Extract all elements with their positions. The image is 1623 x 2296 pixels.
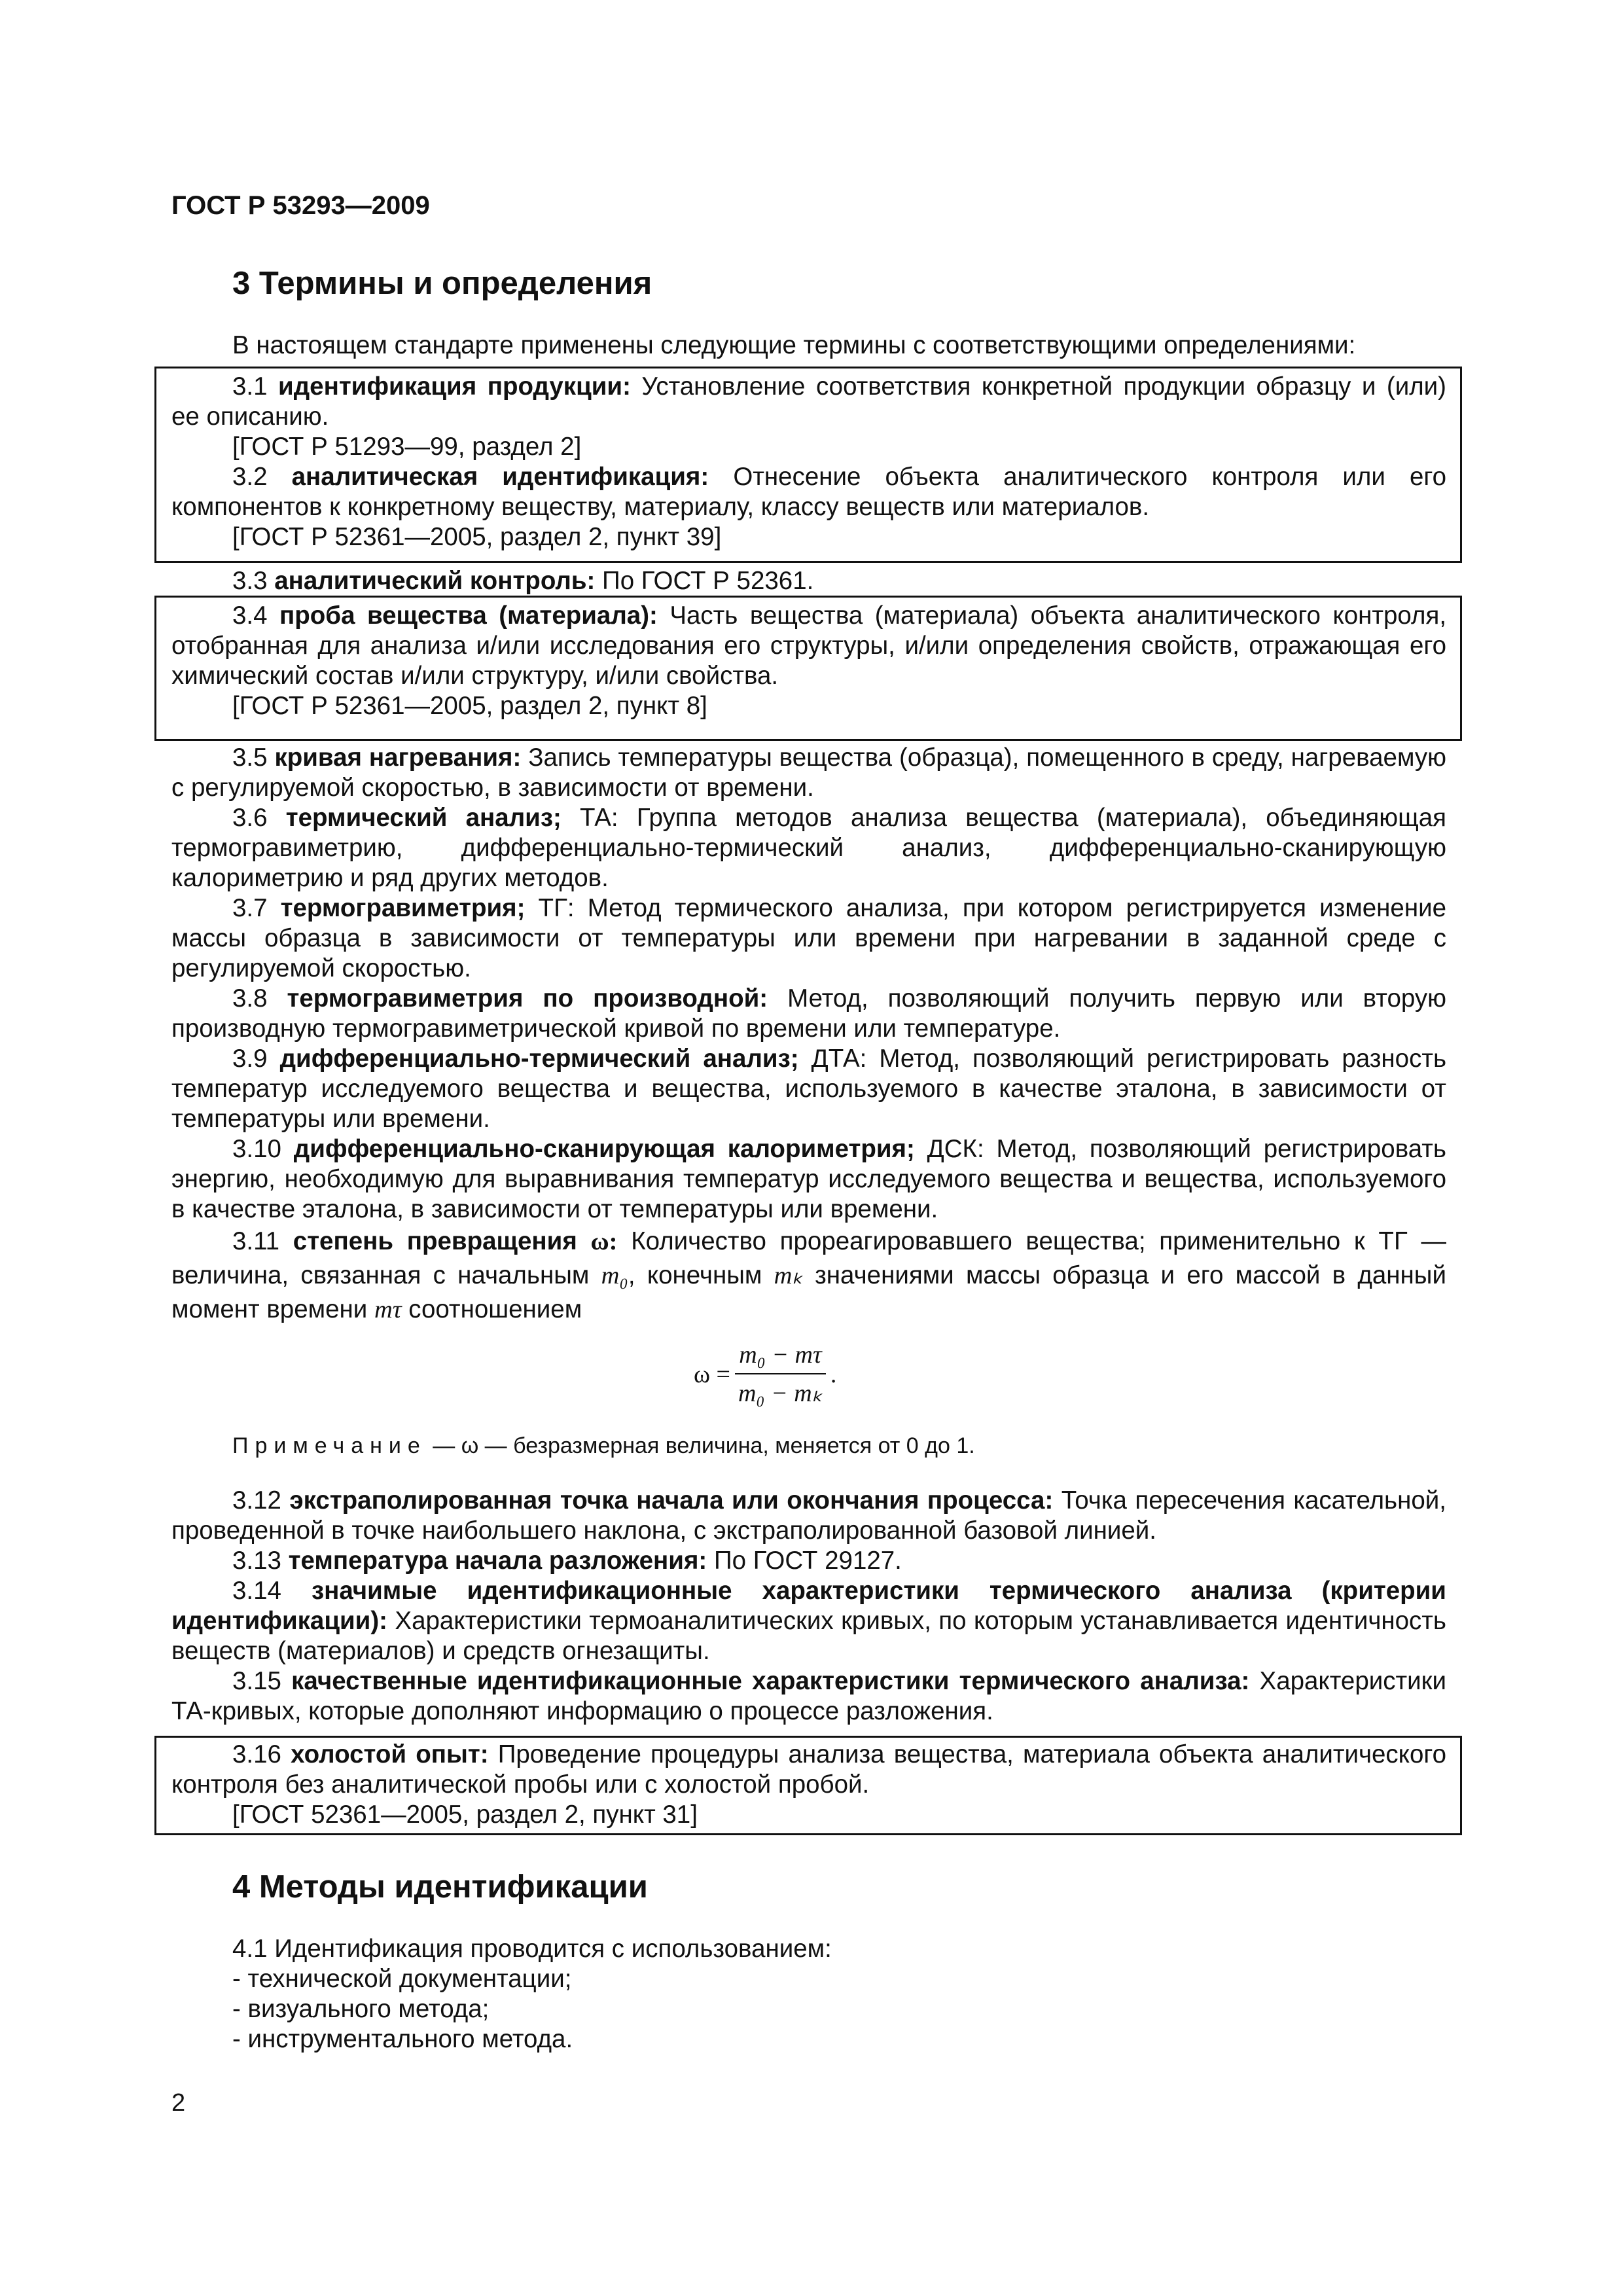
term-3-2: 3.2 аналитическая идентификация: Отнесение объекта аналитического контроля или его компонентов к конкретному веществу, материалу, классу веществ или материалов.: [171, 463, 1447, 521]
term-3-8: 3.8 термогравиметрия по производной: Метод, позволяющий получить первую или вторую производную термогравиметрической кривой по времени или температуре.: [171, 984, 1446, 1043]
section-4-intro: 4.1 Идентификация проводится с использованием:: [232, 1935, 832, 1963]
term-3-14: 3.14 значимые идентификационные характеристики термического анализа (критерии идентификации): Характеристики термоаналитических кривых, по которым устанавливается идентичность веществ (материалов) и средств огнезащиты.: [171, 1577, 1446, 1665]
terms-3-12-3-15: [171, 1486, 1446, 1727]
term-3-12: 3.12 экстраполированная точка начала или окончания процесса: Точка пересечения касательной, проведенной в точке наибольшего наклона, с экстраполированной базовой линией.: [171, 1486, 1446, 1545]
note-label: Примечание: [232, 1433, 427, 1458]
symbol-mk: mₖ: [774, 1262, 803, 1289]
document-code: ГОСТ Р 53293—2009: [171, 191, 430, 220]
term-3-2-reference: [ГОСТ Р 52361—2005, раздел 2, пункт 39]: [232, 523, 722, 551]
list-item: - визуального метода;: [232, 1995, 490, 2023]
list-item: - технической документации;: [232, 1965, 572, 1993]
term-3-13: 3.13 температура начала разложения: По ГОСТ 29127.: [232, 1547, 902, 1575]
term-3-10: 3.10 дифференциально-сканирующая калориметрия; ДСК: Метод, позволяющий регистрировать энергию, необходимую для выравнивания температур исследуемого вещества и вещества, используемого в качестве эталона, в зависимости от температуры или времени.: [171, 1135, 1446, 1223]
term-3-4-reference: [ГОСТ Р 52361—2005, раздел 2, пункт 8]: [232, 692, 707, 720]
terms-3-1-3-2: [171, 372, 1446, 552]
term-3-16-block: [171, 1740, 1446, 1830]
section-3-intro: В настоящем стандарте применены следующие термины с соответствующими определениями:: [232, 331, 1356, 359]
note-text: — ω — безразмерная величина, меняется от 0 до 1.: [426, 1433, 975, 1458]
term-3-1: 3.1 идентификация продукции: Установление соответствия конкретной продукции образцу и (или) ее описанию.: [171, 372, 1446, 431]
term-3-5: 3.5 кривая нагревания: Запись температуры вещества (образца), помещенного в среду, нагреваемую с регулируемой скоростью, в зависимости от времени.: [171, 744, 1446, 802]
term-3-1-reference: [ГОСТ Р 51293—99, раздел 2]: [232, 433, 582, 461]
term-3-11: 3.11 степень превращения ω: Количество прореагировавшего вещества; применительно к ТГ — величина, связанная с начальным m₀, конечным mₖ значениями массы образца и его массой в данный момент времени mτ соотношением: [171, 1227, 1446, 1323]
section-4-content: [232, 1934, 832, 2054]
symbol-m0: m₀: [601, 1262, 628, 1289]
formula-degree-of-conversion: ω = $\frac{\text{m₀ − mτ}}{\text{m₀ − mₖ}}$ .: [694, 1341, 837, 1407]
note: [232, 1433, 975, 1459]
term-3-4-block: [171, 601, 1446, 721]
term-3-4: 3.4 проба вещества (материала): Часть вещества (материала) объекта аналитического контроля, отобранная для анализа и/или исследования его структуры, и/или определения свойств, отражающая его химический состав и/или структуру, и/или свойства.: [171, 601, 1447, 690]
term-3-6: 3.6 термический анализ; ТА: Группа методов анализа вещества (материала), объединяющая термогравиметрию, дифференциально-термический анализ, дифференциально-сканирующую калориметрию и ряд других методов.: [171, 804, 1447, 892]
list-item: - инструментального метода.: [232, 2025, 573, 2053]
term-3-9: 3.9 дифференциально-термический анализ; ДТА: Метод, позволяющий регистрировать разность температур исследуемого вещества и вещества, используемого в качестве эталона, в зависимости от температуры или времени.: [171, 1045, 1447, 1133]
section-4-title: 4 Методы идентификации: [232, 1869, 648, 1905]
term-3-15: 3.15 качественные идентификационные характеристики термического анализа: Характеристики ТА-кривых, которые дополняют информацию о процессе разложения.: [171, 1667, 1446, 1725]
symbol-mt: mτ: [374, 1296, 402, 1323]
term-3-16: 3.16 холостой опыт: Проведение процедуры анализа вещества, материала объекта аналитического контроля без аналитической пробы или с холостой пробой.: [171, 1740, 1446, 1799]
formula-denominator: m₀ − mₖ: [738, 1380, 823, 1407]
formula-numerator: m₀ − mτ: [735, 1340, 825, 1374]
page-number: 2: [171, 2089, 186, 2117]
term-3-7: 3.7 термогравиметрия; ТГ: Метод термического анализа, при котором регистрируется изменение массы образца в зависимости от температуры или времени при нагревании в заданной среде с регулируемой скоростью.: [171, 894, 1446, 982]
term-3-16-reference: [ГОСТ 52361—2005, раздел 2, пункт 31]: [232, 1801, 698, 1829]
section-3-title: 3 Термины и определения: [232, 266, 652, 301]
term-3-3: 3.3 аналитический контроль: По ГОСТ Р 52361.: [232, 567, 814, 595]
terms-3-5-3-11: [171, 743, 1446, 1327]
